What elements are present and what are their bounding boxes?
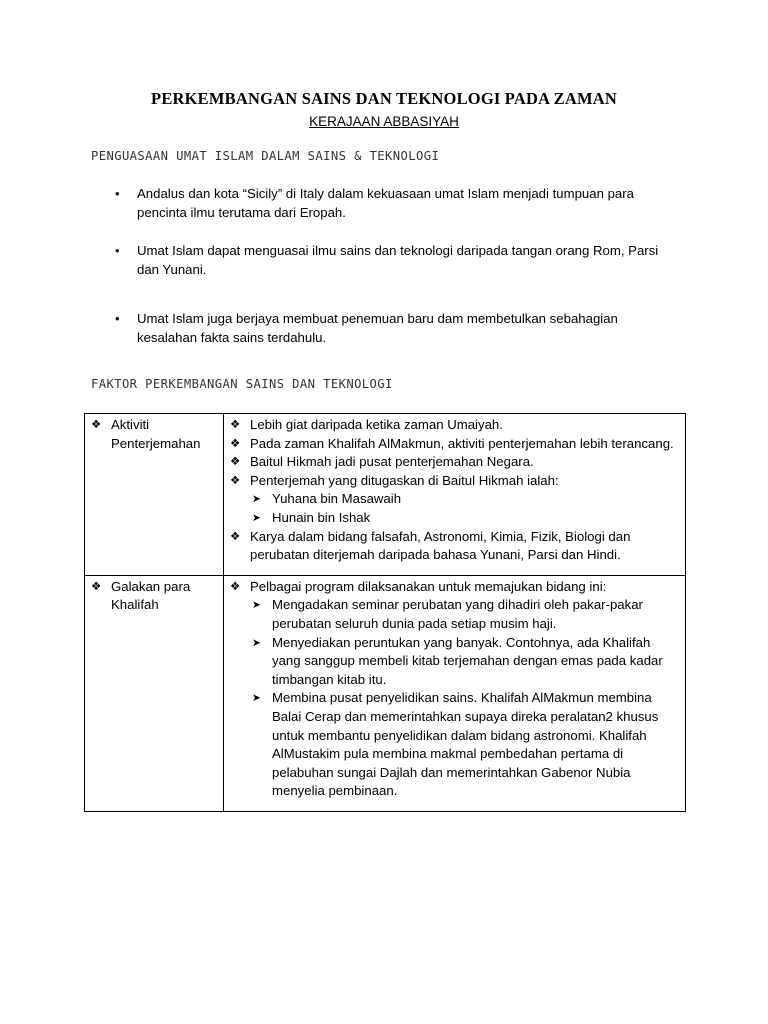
sub-list-item-text: Membina pusat penyelidikan sains. Khalifah AlMakmun membina Balai Cerap dan memerintahkan supaya direka peralatan2 khusus untuk membantu penyelidikan dalam bidang astronomi. Khalifah AlMustakim pula membina makmal pembedahan pertama di pelabuhan sungai Dajlah dan memerintahkan Gabenor Nubia menyelia pembinaan. xyxy=(272,690,659,799)
bullet-dot-icon: • xyxy=(115,186,120,201)
diamond-bullet-icon: ❖ xyxy=(91,419,102,431)
diamond-bullet-icon: ❖ xyxy=(230,474,241,487)
arrowhead-bullet-icon: ➤ xyxy=(252,692,261,705)
bullet-list xyxy=(115,310,675,347)
list-item xyxy=(228,453,679,472)
list-item-text: Lebih giat daripada ketika zaman Umaiyah. xyxy=(250,417,503,432)
sub-list-item-text: Menyediakan peruntukan yang banyak. Contohnya, ada Khalifah yang sanggup membeli kitab terjemahan dengan emas pada kadar timbangan kitab itu. xyxy=(272,634,663,687)
list-item-text: Penterjemah yang ditugaskan di Baitul Hikmah ialah: xyxy=(250,472,559,488)
diamond-bullet-icon: ❖ xyxy=(230,580,241,593)
section-heading-faktor: FAKTOR PERKEMBANGAN SAINS DAN TEKNOLOGI xyxy=(91,377,393,391)
sub-list-item xyxy=(228,596,679,633)
table-row xyxy=(85,414,686,576)
diamond-bullet-icon: ❖ xyxy=(230,456,241,469)
arrowhead-bullet-icon: ➤ xyxy=(252,636,261,649)
factor-cell xyxy=(85,414,224,576)
arrowhead-bullet-icon: ➤ xyxy=(252,493,261,506)
factors-table xyxy=(84,413,686,812)
diamond-bullet-icon: ❖ xyxy=(230,530,241,543)
list-item-text: Pada zaman Khalifah AlMakmun, aktiviti penterjemahan lebih terancang. xyxy=(250,435,674,451)
bullet-list xyxy=(115,185,675,222)
list-item xyxy=(228,416,679,435)
sub-list-item xyxy=(228,689,679,801)
arrowhead-bullet-icon: ➤ xyxy=(252,511,261,524)
diamond-bullet-icon: ❖ xyxy=(91,580,102,593)
list-item xyxy=(228,435,679,454)
factor-cell xyxy=(85,575,224,811)
translator-name: Hunain bin Ishak xyxy=(272,509,371,525)
factor-label: Galakan para Khalifah xyxy=(111,578,191,613)
page-subtitle: KERAJAAN ABBASIYAH xyxy=(309,114,459,129)
sub-list-item xyxy=(228,509,679,528)
list-item xyxy=(115,185,675,222)
bullet-dot-icon: • xyxy=(115,311,120,326)
list-item xyxy=(115,310,675,347)
list-item xyxy=(228,578,679,597)
bullet-list xyxy=(115,242,675,279)
sub-list-item xyxy=(228,634,679,690)
bullet-dot-icon: • xyxy=(115,243,120,258)
list-item xyxy=(228,472,679,491)
arrowhead-bullet-icon: ➤ xyxy=(252,599,261,612)
list-item-text: Baitul Hikmah jadi pusat penterjemahan Negara. xyxy=(250,454,534,470)
diamond-bullet-icon: ❖ xyxy=(230,419,241,431)
sub-list-item xyxy=(228,490,679,509)
details-cell xyxy=(224,414,686,576)
list-item xyxy=(115,242,675,279)
sub-list-item-text: Mengadakan seminar perubatan yang dihadiri oleh pakar-pakar perubatan seluruh dunia pada setiap musim haji. xyxy=(272,597,643,631)
factor-label: Aktiviti Penterjemahan xyxy=(111,417,201,451)
details-cell xyxy=(224,575,686,811)
list-item-text: Karya dalam bidang falsafah, Astronomi, Kimia, Fizik, Biologi dan perubatan diterjemah daripada bahasa Yunani, Parsi dan Hindi. xyxy=(250,528,631,563)
list-item-text: Andalus dan kota “Sicily” di Italy dalam kekuasaan umat Islam menjadi tumpuan para pencinta ilmu terutama dari Eropah. xyxy=(137,186,634,220)
list-item-text: Umat Islam juga berjaya membuat penemuan baru dam membetulkan sebahagian kesalahan fakta sains terdahulu. xyxy=(137,311,618,345)
list-item xyxy=(228,528,679,565)
list-item-text: Umat Islam dapat menguasai ilmu sains dan teknologi daripada tangan orang Rom, Parsi dan Yunani. xyxy=(137,243,659,277)
diamond-bullet-icon: ❖ xyxy=(230,437,241,450)
list-item-text: Pelbagai program dilaksanakan untuk memajukan bidang ini: xyxy=(250,578,607,594)
page-title: PERKEMBANGAN SAINS DAN TEKNOLOGI PADA ZAMAN xyxy=(151,89,617,108)
translator-name: Yuhana bin Masawaih xyxy=(272,491,402,507)
table-row xyxy=(85,575,686,811)
section-heading-penguasaan: PENGUASAAN UMAT ISLAM DALAM SAINS & TEKNOLOGI xyxy=(91,149,440,163)
